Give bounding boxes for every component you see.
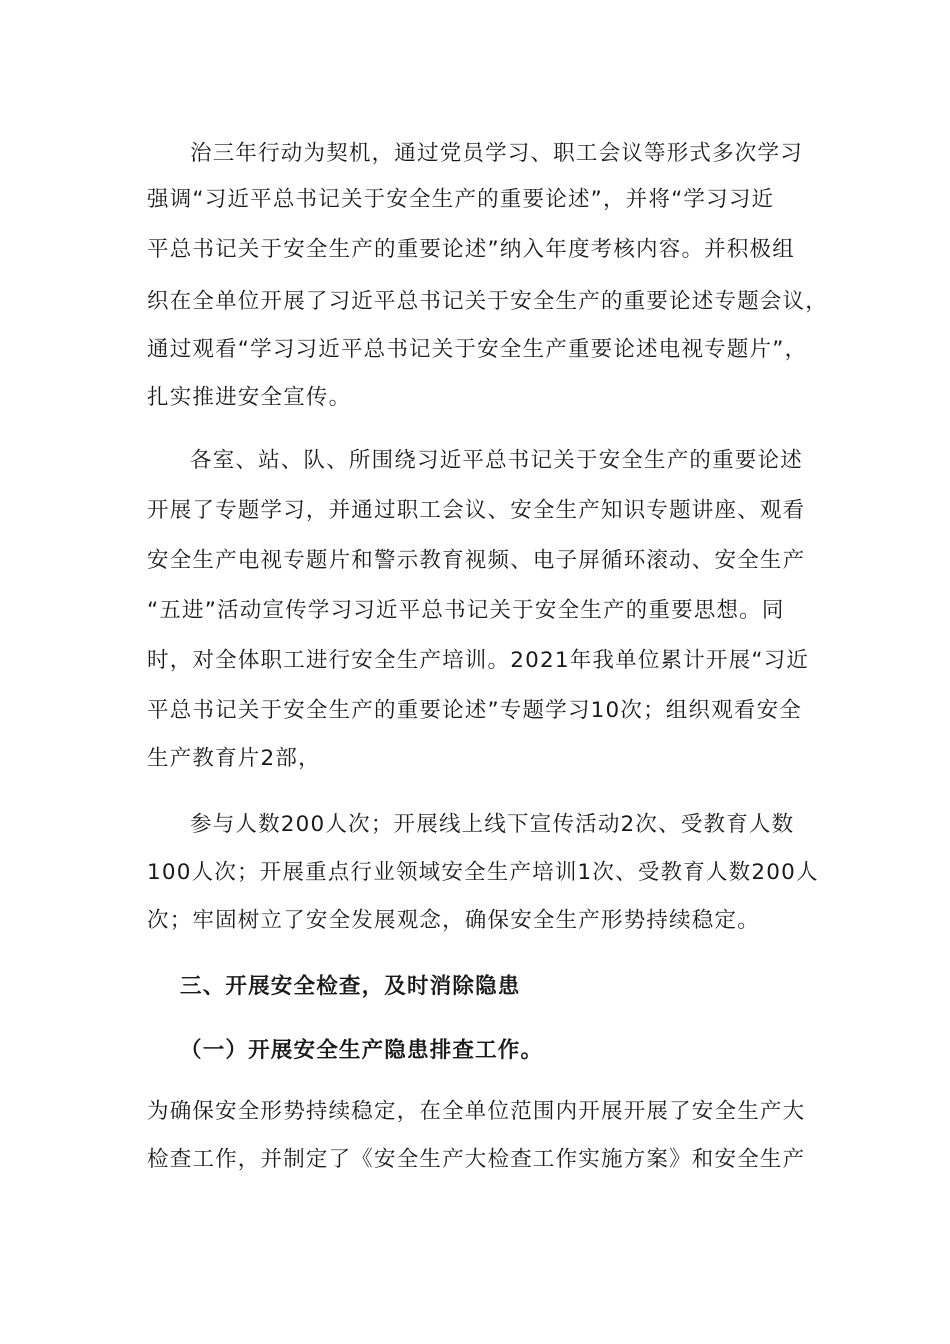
paragraph-line: 织在全单位开展了习近平总书记关于安全生产的重要论述专题会议， [147,289,829,314]
section-heading: 三、开展安全检查，及时消除隐患 [180,974,521,999]
paragraph-line: 通过观看“学习习近平总书记关于安全生产重要论述电视专题片”， [147,337,808,362]
subsection-heading: （一）开展安全生产隐患排查工作。 [180,1038,544,1063]
paragraph-line: “五进”活动宣传学习习近平总书记关于安全生产的重要思想。同 [147,598,785,623]
paragraph-line: 参与人数200人次；开展线上线下宣传活动2次、受教育人数 [190,812,795,837]
paragraph-line: 100人次；开展重点行业领域安全生产培训1次、受教育人数200人 [147,860,819,885]
paragraph-line: 强调“习近平总书记关于安全生产的重要论述”，并将“学习习近 [147,187,775,212]
paragraph-line: 治三年行动为契机，通过党员学习、职工会议等形式多次学习 [190,141,803,166]
paragraph-line: 扎实推进安全宣传。 [147,385,352,410]
paragraph-line: 生产教育片2部， [147,746,321,771]
paragraph-line: 平总书记关于安全生产的重要论述”纳入年度考核内容。并积极组 [147,237,795,262]
paragraph-line: 开展了专题学习，并通过职工会议、安全生产知识专题讲座、观看 [147,498,806,523]
paragraph-line: 检查工作，并制定了《安全生产大检查工作实施方案》和安全生产 [147,1147,806,1172]
paragraph-line: 为确保安全形势持续稳定，在全单位范围内开展开展了安全生产大 [147,1099,806,1124]
paragraph-line: 安全生产电视专题片和警示教育视频、电子屏循环滚动、安全生产 [147,548,806,573]
paragraph-line: 时，对全体职工进行安全生产培训。2021年我单位累计开展“习近 [147,648,810,673]
paragraph-line: 各室、站、队、所围绕习近平总书记关于安全生产的重要论述 [190,448,803,473]
paragraph-line: 平总书记关于安全生产的重要论述”专题学习10次；组织观看安全 [147,698,802,723]
paragraph-line: 次；牢固树立了安全发展观念，确保安全生产形势持续稳定。 [147,908,760,933]
